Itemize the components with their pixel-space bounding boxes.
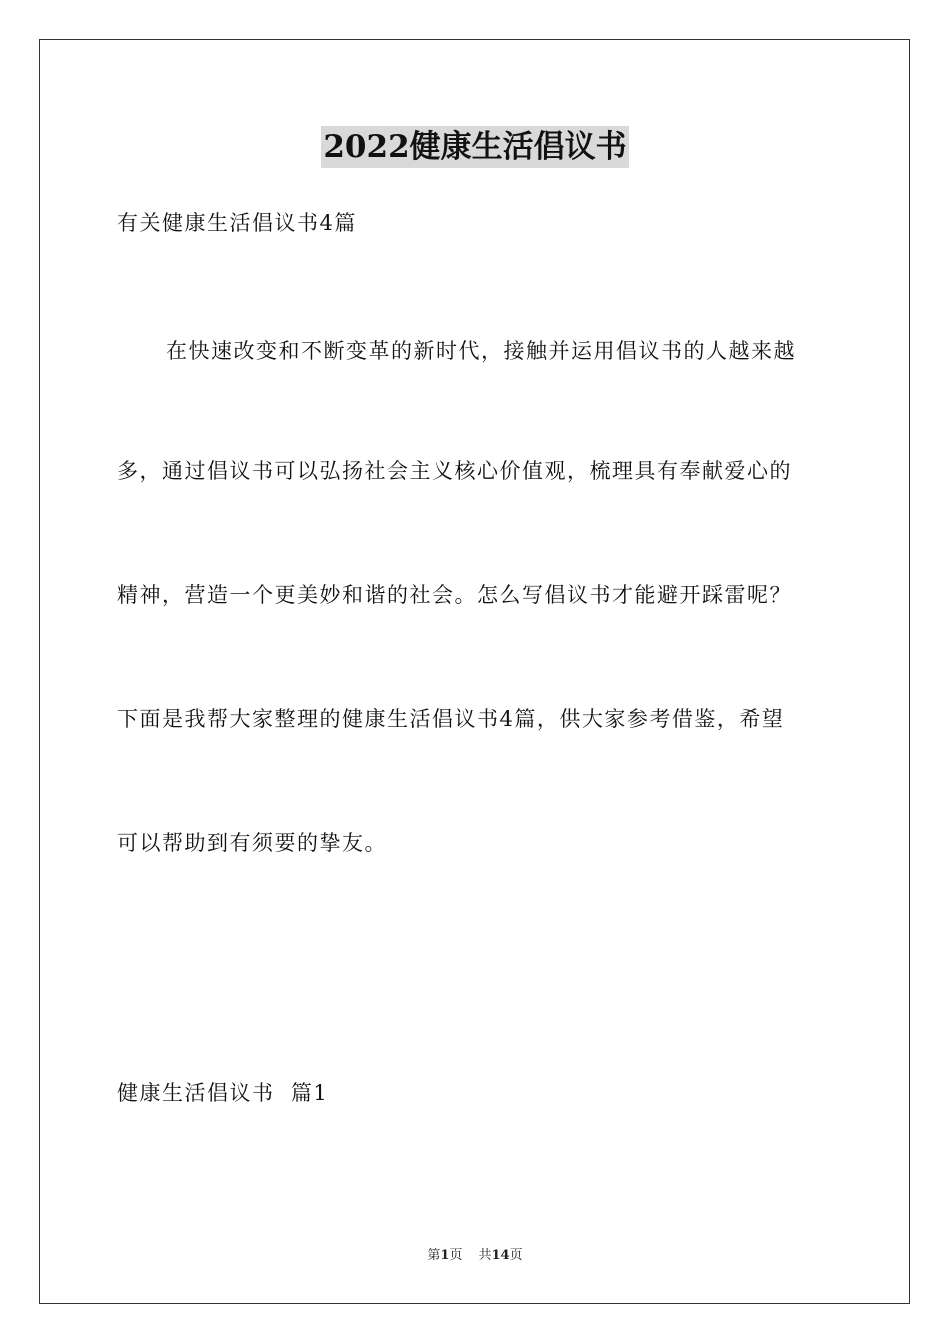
paragraph-line: 多，通过倡议书可以弘扬社会主义核心价值观，梳理具有奉献爱心的 [117, 459, 792, 483]
footer-page-number: 1 [440, 1248, 450, 1263]
section-heading: 健康生活倡议书 篇1 [117, 1081, 329, 1105]
title-container [0, 126, 950, 168]
footer-total-prefix: 共 [478, 1248, 492, 1263]
paragraph-line: 下面是我帮大家整理的健康生活倡议书4篇，供大家参考借鉴，希望 [117, 707, 785, 731]
page-footer [0, 1247, 950, 1265]
footer-page-prefix: 第 [427, 1248, 441, 1263]
document-title: 2022健康生活倡议书 [321, 126, 628, 168]
footer-page-suffix: 页 [449, 1248, 463, 1263]
document-subtitle: 有关健康生活倡议书4篇 [117, 211, 357, 235]
paragraph-line: 在快速改变和不断变革的新时代，接触并运用倡议书的人越来越 [166, 339, 796, 363]
footer-total-suffix: 页 [509, 1248, 523, 1263]
paragraph-line: 精神，营造一个更美妙和谐的社会。怎么写倡议书才能避开踩雷呢？ [117, 583, 792, 607]
paragraph-line: 可以帮助到有须要的挚友。 [117, 831, 387, 855]
footer-total-pages: 14 [491, 1248, 510, 1263]
